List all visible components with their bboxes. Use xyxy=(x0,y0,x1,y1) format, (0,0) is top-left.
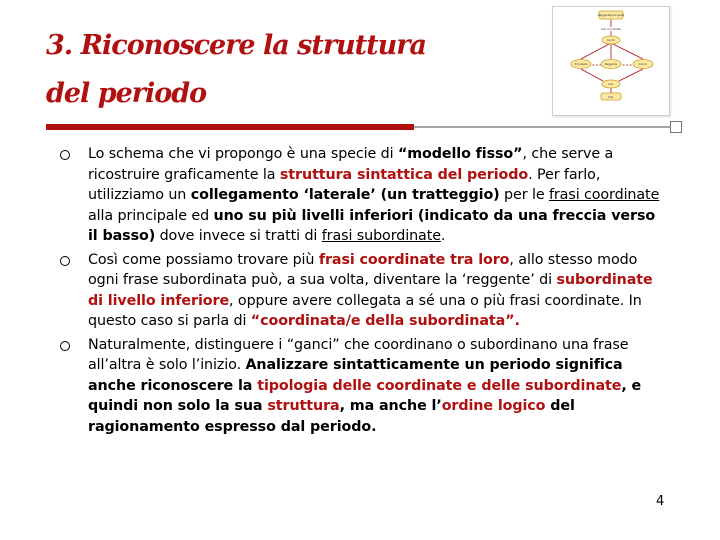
bullet-item-2 xyxy=(58,250,666,332)
text-run: frasi coordinate xyxy=(548,187,660,203)
bullet-text-1 xyxy=(88,144,666,247)
text-run: collegamento ‘laterale’ (un tratteggio) xyxy=(190,187,500,203)
diagram-node-left: Principale xyxy=(574,63,588,66)
text-run: struttura sintattica del periodo xyxy=(279,166,529,183)
text-run: . xyxy=(440,228,446,244)
text-run: alla principale ed xyxy=(88,207,214,224)
title-rule-red xyxy=(46,124,414,130)
diagram-node-bottom-2: Sub. xyxy=(608,96,614,99)
text-run: struttura xyxy=(267,398,340,414)
bullet-text-3 xyxy=(88,335,666,438)
text-run: , che serve a ricostruire graficamente la xyxy=(88,146,614,183)
text-run: Così come possiamo trovare più xyxy=(88,251,319,268)
diagram-node-top: Reggente/principale xyxy=(597,14,625,17)
slide-title xyxy=(46,22,426,118)
diagram-node-center: Coord. xyxy=(606,39,616,42)
bullet-text-2 xyxy=(88,250,666,332)
text-run: “modello fisso” xyxy=(397,146,523,162)
text-run: , oppure avere collegata a sé una o più frasi coordinate. In questo caso si parla di xyxy=(88,292,642,329)
text-run: dove invece si tratti di xyxy=(155,228,322,244)
diagram-node-second: sub. coordinate xyxy=(600,28,622,31)
text-run: frasi coordinate tra loro xyxy=(318,251,510,268)
diagram-node-middle: Reggente xyxy=(604,63,618,66)
bullet-marker-icon xyxy=(60,341,70,351)
text-run: “coordinata/e della subordinata”. xyxy=(250,313,520,329)
diagram-svg xyxy=(553,7,669,115)
slide-title-line-2: del periodo xyxy=(46,78,207,109)
text-run: Naturalmente, distinguere i “ganci” che coordinano o subordinano una frase all’altra è solo l’inizio. xyxy=(88,336,629,373)
title-rule-end-box xyxy=(670,121,682,133)
bullet-item-3 xyxy=(58,335,666,438)
diagram-node-bottom: Sub. xyxy=(608,83,614,86)
text-run: , ma anche l’ xyxy=(339,398,442,414)
title-rule-grey xyxy=(414,126,670,128)
bullet-item-1 xyxy=(58,144,666,247)
text-run: , e quindi non solo la sua xyxy=(88,377,642,414)
page-number: 4 xyxy=(656,494,665,509)
text-run: frasi subordinate xyxy=(321,228,441,244)
text-run: del ragionamento espresso dal periodo. xyxy=(88,398,575,435)
text-run: , allo stesso modo ogni frase subordinata può, a sua volta, diventare la ‘reggente’ di xyxy=(88,251,638,288)
diagram-nodes xyxy=(571,11,653,100)
bullet-marker-icon xyxy=(60,150,70,160)
diagram-thumbnail xyxy=(552,6,670,116)
text-run: . Per farlo, utilizziamo un xyxy=(88,166,601,203)
text-run: Analizzare sintatticamente un periodo significa anche riconoscere la xyxy=(88,357,623,394)
text-run: uno su più livelli inferiori (indicato da una freccia verso il basso) xyxy=(88,207,656,244)
text-run: tipologia delle coordinate e delle subordinate xyxy=(257,377,622,394)
diagram-node-right: Coord. xyxy=(638,63,648,66)
text-run: subordinate di livello inferiore xyxy=(88,272,653,309)
text-run: ordine logico xyxy=(441,398,546,414)
bullet-marker-icon xyxy=(60,256,70,266)
bullet-list xyxy=(58,144,666,440)
text-run: Lo schema che vi propongo è una specie di xyxy=(88,146,398,162)
text-run: per le xyxy=(499,187,549,203)
slide-title-line-1: 3. Riconoscere la struttura xyxy=(46,30,426,61)
